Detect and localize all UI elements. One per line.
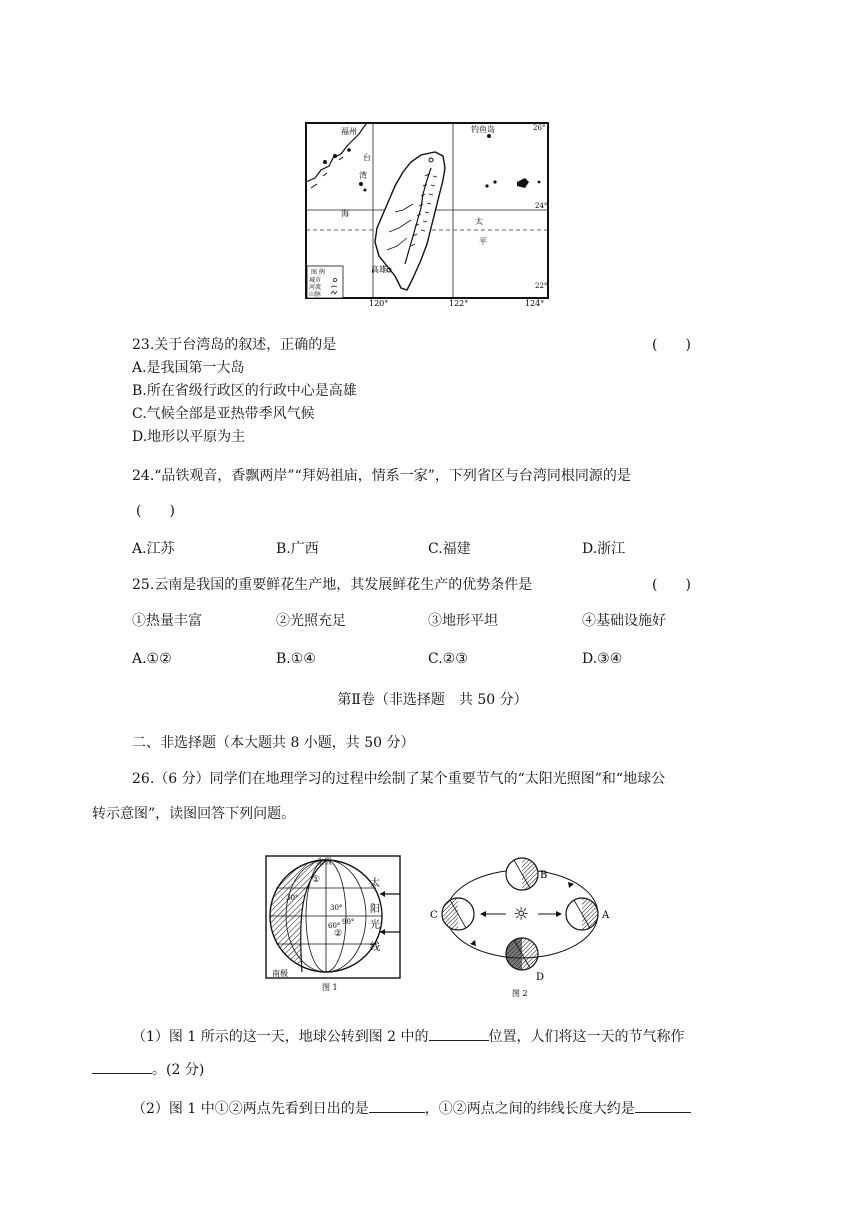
section-heading: 二、非选择题（本大题共 8 小题，共 50 分）: [132, 735, 415, 751]
lon-tick-124: 124°: [525, 299, 545, 308]
svg-text:太: 太: [475, 217, 483, 226]
q24-option-c: C.福建: [428, 541, 471, 557]
lat-tick-26: 26°: [533, 124, 546, 132]
q24-answer-paren: ( ): [136, 503, 175, 519]
map-label-diaoyu: 钓鱼岛: [471, 125, 495, 134]
fig2-position-a: A: [602, 910, 610, 921]
q26-sub1-blank-1[interactable]: [429, 1040, 489, 1041]
q26-sub2-blank-2[interactable]: [635, 1112, 691, 1113]
fig1-sun-char-3: 光: [370, 920, 380, 931]
q25-item-3: ③地形平坦: [428, 613, 498, 629]
q25-option-b: B.①④: [276, 651, 316, 667]
fig2-caption: 图 2: [512, 989, 528, 998]
q26-sub1-part-b: 位置，人们将这一天的节气称作: [488, 1029, 685, 1045]
q26-sub1-part-a: （1）图 1 所示的这一天，地球公转到图 2 中的: [132, 1029, 429, 1045]
svg-text:平: 平: [479, 237, 487, 246]
legend-title: 图 例: [311, 269, 325, 276]
legend-river: 河流: [309, 284, 322, 291]
q26-sub2-blank-1[interactable]: [369, 1112, 425, 1113]
q26-sub1-line1: [132, 1028, 685, 1046]
q25-item-1: ①热量丰富: [132, 613, 202, 629]
figure-1-illumination: [262, 852, 404, 992]
q26-stem-line1: 26.（6 分）同学们在地理学习的过程中绘制了某个重要节气的“太阳光照图”和“地球公: [132, 771, 666, 787]
q23-stem: 23.关于台湾岛的叙述，正确的是: [132, 337, 337, 353]
fig1-north-pole: 北极: [316, 857, 332, 866]
q25-item-4: ④基础设施好: [582, 613, 666, 629]
map-label-gaoxiong: 高雄: [371, 265, 387, 274]
fig2-position-b: B: [540, 870, 548, 881]
q23-option-c: C.气候全部是亚热带季风气候: [132, 406, 315, 422]
fig1-lat-60: 60°: [328, 922, 341, 930]
q24-option-d: D.浙江: [582, 541, 626, 557]
taiwan-map: [303, 120, 551, 310]
fig1-point-2: ②: [334, 929, 343, 939]
svg-text:台: 台: [363, 153, 371, 162]
q25-option-c: C.②③: [428, 651, 468, 667]
fig1-sun-char-1: 太: [370, 878, 380, 889]
fig1-point-1: ①: [312, 875, 321, 885]
q25-item-2: ②光照充足: [276, 613, 346, 629]
map-label-fuzhou: 福州: [341, 127, 357, 136]
svg-text:海: 海: [341, 209, 349, 218]
q24-option-b: B.广西: [276, 541, 319, 557]
fig1-sun-char-4: 线: [370, 942, 380, 953]
section-title: 第Ⅱ卷（非选择题 共 50 分）: [337, 692, 528, 708]
q23-answer-paren: ( ): [652, 337, 691, 353]
q23-option-d: D.地形以平原为主: [132, 429, 246, 445]
q25-option-d: D.③④: [582, 651, 623, 667]
q26-sub2-part-a: （2）图 1 中①②两点先看到日出的是: [132, 1101, 369, 1117]
lon-tick-120: 120°: [369, 299, 389, 308]
q25-stem: 25.云南是我国的重要鲜花生产地，其发展鲜花生产的优势条件是: [132, 577, 533, 593]
q26-sub2-part-b: ，①②两点之间的纬线长度大约是: [424, 1101, 635, 1117]
svg-text:湾: 湾: [359, 171, 367, 180]
figure-2-revolution: [418, 856, 618, 998]
fig2-position-d: D: [536, 972, 545, 983]
fig1-sun-char-2: 阳: [370, 904, 380, 915]
fig1-lat-30a: 30°: [286, 894, 299, 902]
fig2-position-c: C: [430, 910, 438, 921]
legend-mountain: 山脉: [309, 291, 322, 298]
q25-answer-paren: ( ): [652, 577, 691, 593]
q26-sub1-line2: [92, 1061, 204, 1079]
fig1-lat-30b: 30°: [330, 904, 343, 912]
q26-stem-line2: 转示意图”，读图回答下列问题。: [92, 806, 296, 822]
q25-option-a: A.①②: [132, 651, 172, 667]
fig2-sun: ☼: [513, 904, 530, 925]
q23-option-a: A.是我国第一大岛: [132, 360, 245, 376]
fig1-caption: 图 1: [322, 983, 338, 992]
q24-stem: 24.“品铁观音，香飘两岸”“拜妈祖庙，情系一家”，下列省区与台湾同根同源的是: [132, 468, 631, 484]
lat-tick-22: 22°: [535, 282, 548, 290]
q24-option-a: A.江苏: [132, 541, 175, 557]
q26-sub2-line1: [132, 1100, 691, 1118]
q26-sub1-blank-2[interactable]: [92, 1073, 152, 1074]
fig1-south-pole: 南极: [272, 969, 288, 978]
fig1-lat-90: 90°: [342, 918, 355, 926]
legend-city: 城市: [309, 277, 322, 284]
lat-tick-24: 24°: [535, 202, 548, 210]
q23-option-b: B.所在省级行政区的行政中心是高雄: [132, 383, 357, 399]
lon-tick-122: 122°: [449, 299, 469, 308]
q26-sub1-part-c: 。(2 分): [152, 1062, 205, 1078]
